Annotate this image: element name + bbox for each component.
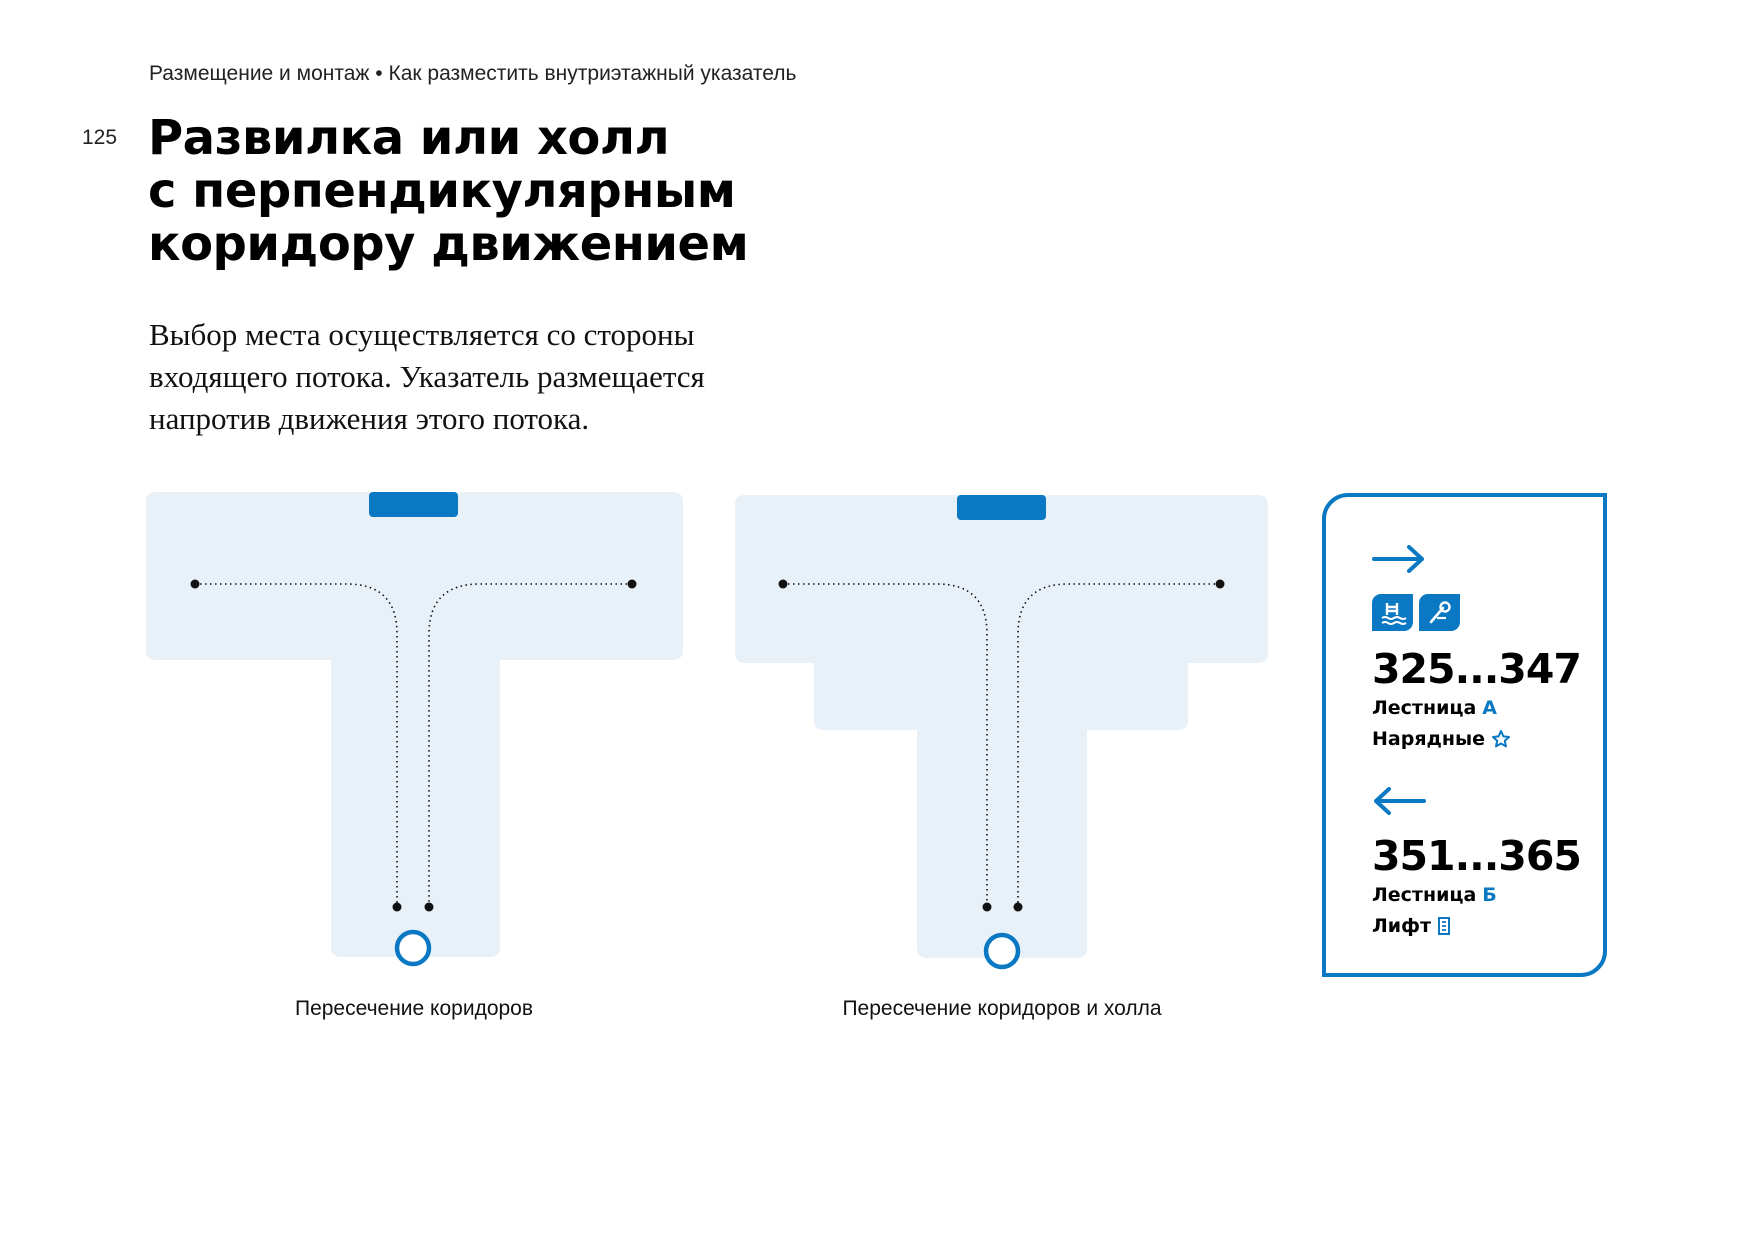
title-line: коридору движением: [148, 216, 749, 272]
elevator-icon: [1437, 916, 1451, 936]
dressing-label: Нарядные: [1372, 728, 1486, 750]
sign-marker: [957, 495, 1046, 520]
path-dot: [779, 580, 788, 589]
title-line: Развилка или холл: [148, 110, 670, 166]
shower-icon: [1419, 594, 1460, 631]
diagram-caption: Пересечение коридоров: [294, 997, 534, 1020]
path-dot: [1014, 903, 1023, 912]
destination-dressing: [1372, 728, 1511, 750]
stair-label: Лестница: [1372, 697, 1477, 719]
elevator-label: Лифт: [1372, 915, 1431, 937]
pictogram-row: [1372, 594, 1460, 631]
path-dot: [983, 903, 992, 912]
room-range-right: 325...347: [1372, 645, 1581, 693]
page-number: 125: [82, 126, 118, 149]
arrow-right-icon: [1372, 545, 1426, 573]
arrow-left-icon: [1372, 787, 1426, 815]
stair-letter: А: [1482, 697, 1498, 719]
diagram-caption: Пересечение коридоров и холла: [842, 997, 1162, 1020]
path-dot: [1216, 580, 1225, 589]
destination-elevator: [1372, 915, 1451, 937]
star-icon: [1491, 729, 1511, 749]
lead-line: Выбор места осуществляется со стороны: [149, 317, 695, 352]
breadcrumb: Размещение и монтаж • Как разместить внутриэтажный указатель: [149, 62, 797, 85]
destination-stair-b: [1372, 884, 1497, 906]
viewer-position-marker: [986, 935, 1018, 967]
lead-line: напротив движения этого потока.: [149, 401, 590, 436]
floor-plan: [735, 495, 1268, 958]
destination-stair-a: [1372, 697, 1497, 719]
wayfinding-sign: [1322, 493, 1607, 977]
room-range-left: 351...365: [1372, 832, 1581, 880]
title-line: с перпендикулярным: [148, 163, 736, 219]
stair-label: Лестница: [1372, 884, 1477, 906]
pool-icon: [1372, 594, 1413, 631]
lead-line: входящего потока. Указатель размещается: [149, 359, 705, 394]
stair-letter: Б: [1482, 884, 1497, 906]
